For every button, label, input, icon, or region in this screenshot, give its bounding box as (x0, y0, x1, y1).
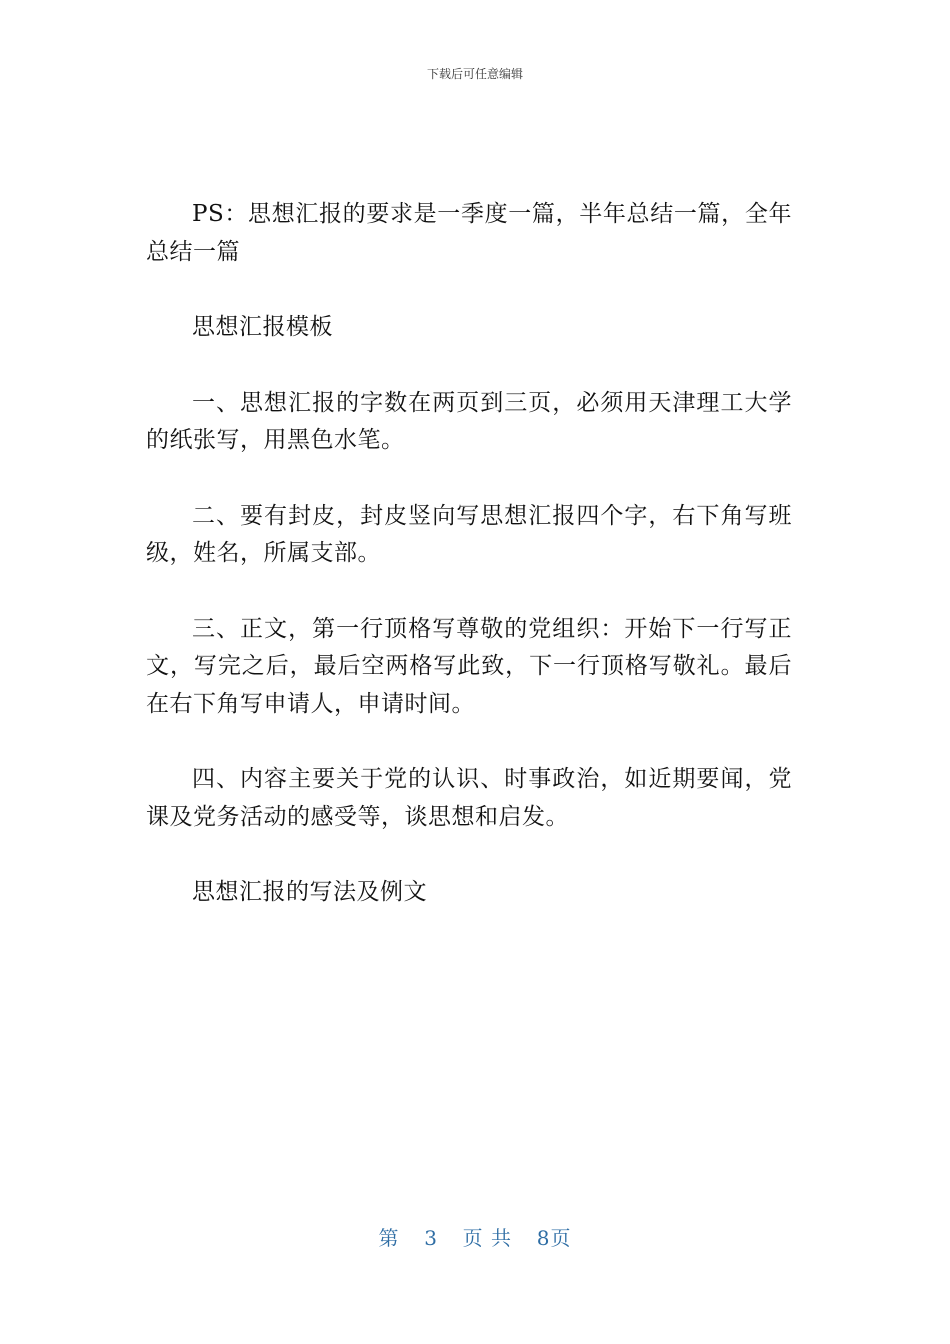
footer-current-page: 3 (424, 1226, 438, 1250)
footer-total-pages: 8页 (536, 1226, 572, 1250)
paragraph-template-heading: 思想汇报模板 (192, 314, 333, 340)
paragraph-item-2: 二、要有封皮，封皮竖向写思想汇报四个字，右下角写班级，姓名，所属支部。 (146, 502, 792, 566)
page-footer (0, 1226, 950, 1250)
document-body (146, 196, 792, 912)
paragraph-item-1: 一、思想汇报的字数在两页到三页，必须用天津理工大学的纸张写，用黑色水笔。 (146, 389, 792, 453)
page-header: 下载后可任意编辑 (426, 67, 523, 81)
footer-middle: 页 共 (462, 1226, 513, 1250)
paragraph-item-3: 三、正文，第一行顶格写尊敬的党组织：开始下一行写正文，写完之后，最后空两格写此致，下一行顶格写敬礼。最后在右下角写申请人，申请时间。 (146, 615, 792, 717)
footer-prefix: 第 (378, 1226, 400, 1250)
paragraph-item-4: 四、内容主要关于党的认识、时事政治，如近期要闻，党课及党务活动的感受等，谈思想和启发。 (146, 766, 792, 830)
paragraph-writing-heading: 思想汇报的写法及例文 (192, 879, 427, 905)
paragraph-ps-note: PS：思想汇报的要求是一季度一篇，半年总结一篇，全年总结一篇 (146, 201, 792, 265)
